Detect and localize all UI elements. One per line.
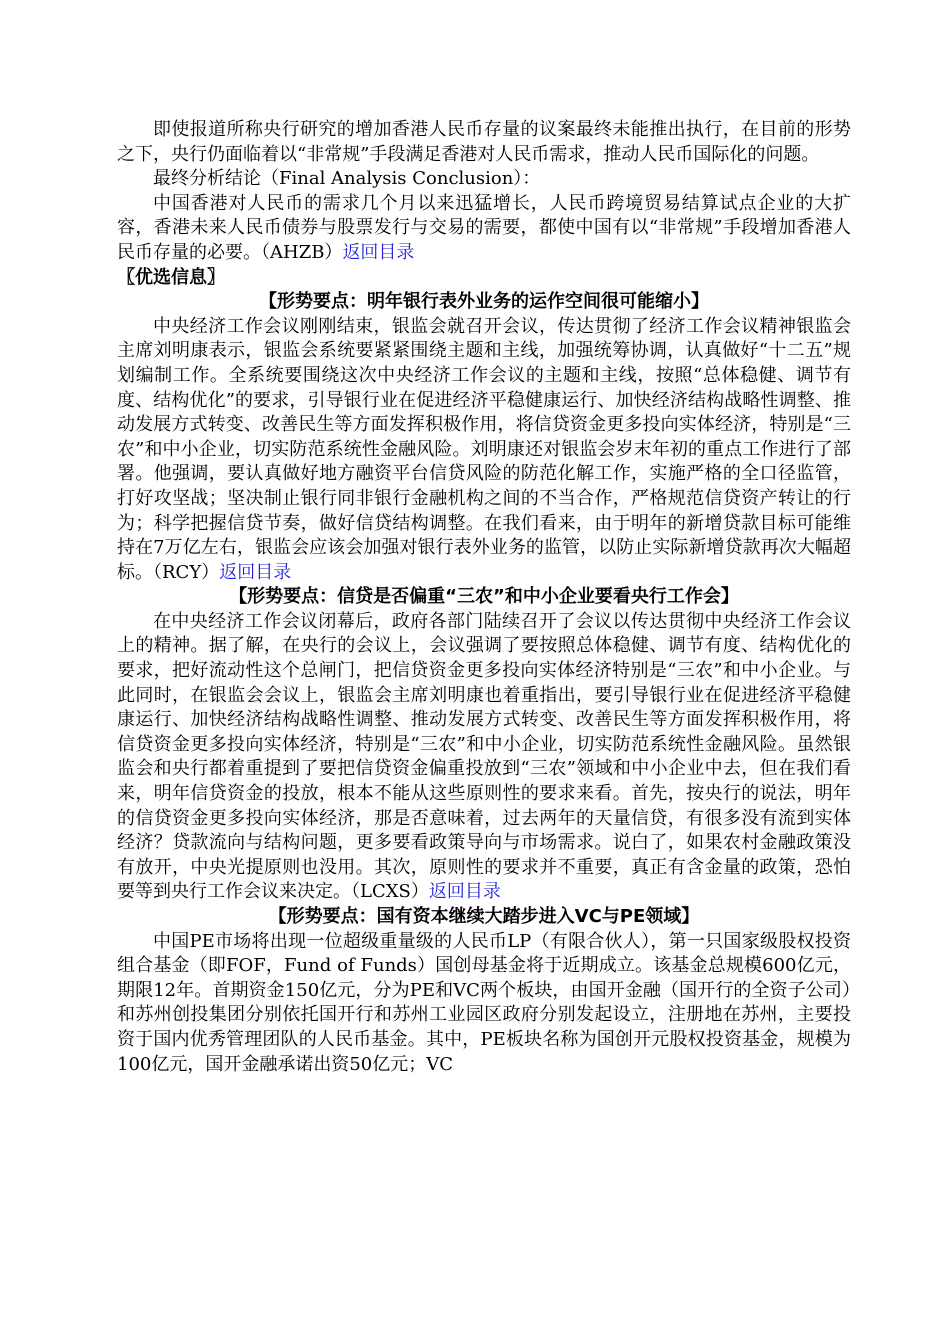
intro-paragraph: 即使报道所称央行研究的增加香港人民币存量的议案最终未能推出执行，在目前的形势之下，央行仍面临着以“非常规”手段满足香港对人民币需求，推动人民币国际化的问题。	[117, 119, 851, 165]
section-label: 〖优选信息〗	[117, 266, 225, 288]
article-title: 【形势要点：明年银行表外业务的运作空间很可能缩小】	[259, 291, 709, 313]
back-to-toc-link[interactable]: 返回目录	[342, 241, 415, 263]
conclusion-heading: 最终分析结论（Final Analysis Conclusion）：	[153, 168, 541, 190]
conclusion-paragraph	[117, 192, 851, 266]
back-to-toc-link[interactable]: 返回目录	[219, 561, 292, 583]
article-text: 中央经济工作会议刚刚结束，银监会就召开会议，传达贯彻了经济工作会议精神银监会主席刘明康表示，银监会系统要紧紧围绕主题和主线，加强统筹协调，认真做好“十二五”规划编制工作。全系统要围绕这次中央经济工作会议的主题和主线，按照“总体稳健、调节有度、结构优化”的要求，引导银行业在促进经济平稳健康运行、加快经济结构战略性调整、推动发展方式转变、改善民生等方面发挥积极作用，将信贷资金更多投向实体经济，特别是“三农”和中小企业，切实防范系统性金融风险。刘明康还对银监会岁末年初的重点工作进行了部署。他强调，要认真做好地方融资平台信贷风险的防范化解工作，实施严格的全口径监管，打好攻坚战；坚决制止银行同非银行金融机构之间的不当合作，严格规范信贷资产转让的行为；科学把握信贷节奏，做好信贷结构调整。在我们看来，由于明年的新增贷款目标可能维持在7万亿左右，银监会应该会加强对银行表外业务的监管，以防止实际新增贷款再次大幅超标。（RCY）	[117, 315, 851, 583]
article-body	[117, 315, 851, 586]
article-title: 【形势要点：信贷是否偏重“三农”和中小企业要看央行工作会】	[229, 586, 739, 608]
back-to-toc-link[interactable]: 返回目录	[428, 881, 501, 903]
conclusion-text: 中国香港对人民币的需求几个月以来迅猛增长，人民币跨境贸易结算试点企业的大扩容，香港未来人民币债券与股票发行与交易的需要，都使中国有以“非常规”手段增加香港人民币存量的必要。（AHZB）	[117, 192, 851, 263]
document-page	[117, 118, 851, 1077]
article-body: 中国PE市场将出现一位超级重量级的人民币LP（有限合伙人），第一只国家级股权投资组合基金（即FOF，Fund of Funds）国创母基金将于近期成立。该基金总规模600亿元，期限12年。首期资金150亿元，分为PE和VC两个板块，由国开金融（国开行的全资子公司）和苏州创投集团分别依托国开行和苏州工业园区政府分别发起设立，注册地在苏州，主要投资于国内优秀管理团队的人民币基金。其中，PE板块名称为国创开元股权投资基金，规模为100亿元，国开金融承诺出资50亿元；VC	[117, 930, 851, 1075]
article-text: 在中央经济工作会议闭幕后，政府各部门陆续召开了会议以传达贯彻中央经济工作会议上的精神。据了解，在央行的会议上，会议强调了要按照总体稳健、调节有度、结构优化的要求，把好流动性这个总闸门，把信贷资金更多投向实体经济特别是“三农”和中小企业。与此同时，在银监会会议上，银监会主席刘明康也着重指出，要引导银行业在促进经济平稳健康运行、加快经济结构战略性调整、推动发展方式转变、改善民生等方面发挥积极作用，将信贷资金更多投向实体经济，特别是“三农”和中小企业，切实防范系统性金融风险。虽然银监会和央行都着重提到了要把信贷资金偏重投放到“三农”领域和中小企业中去，但在我们看来，明年信贷资金的投放，根本不能从这些原则性的要求来看。首先，按央行的说法，明年的信贷资金更多投向实体经济，那是否意味着，过去两年的天量信贷，有很多没有流到实体经济？贷款流向与结构问题，更多要看政策导向与市场需求。说白了，如果农村金融政策没有放开，中央光提原则也没用。其次，原则性的要求并不重要，真正有含金量的政策，恐怕要等到央行工作会议来决定。（LCXS）	[117, 610, 851, 903]
article-body	[117, 610, 851, 905]
article-title: 【形势要点：国有资本继续大踏步进入VC与PE领域】	[268, 906, 700, 927]
